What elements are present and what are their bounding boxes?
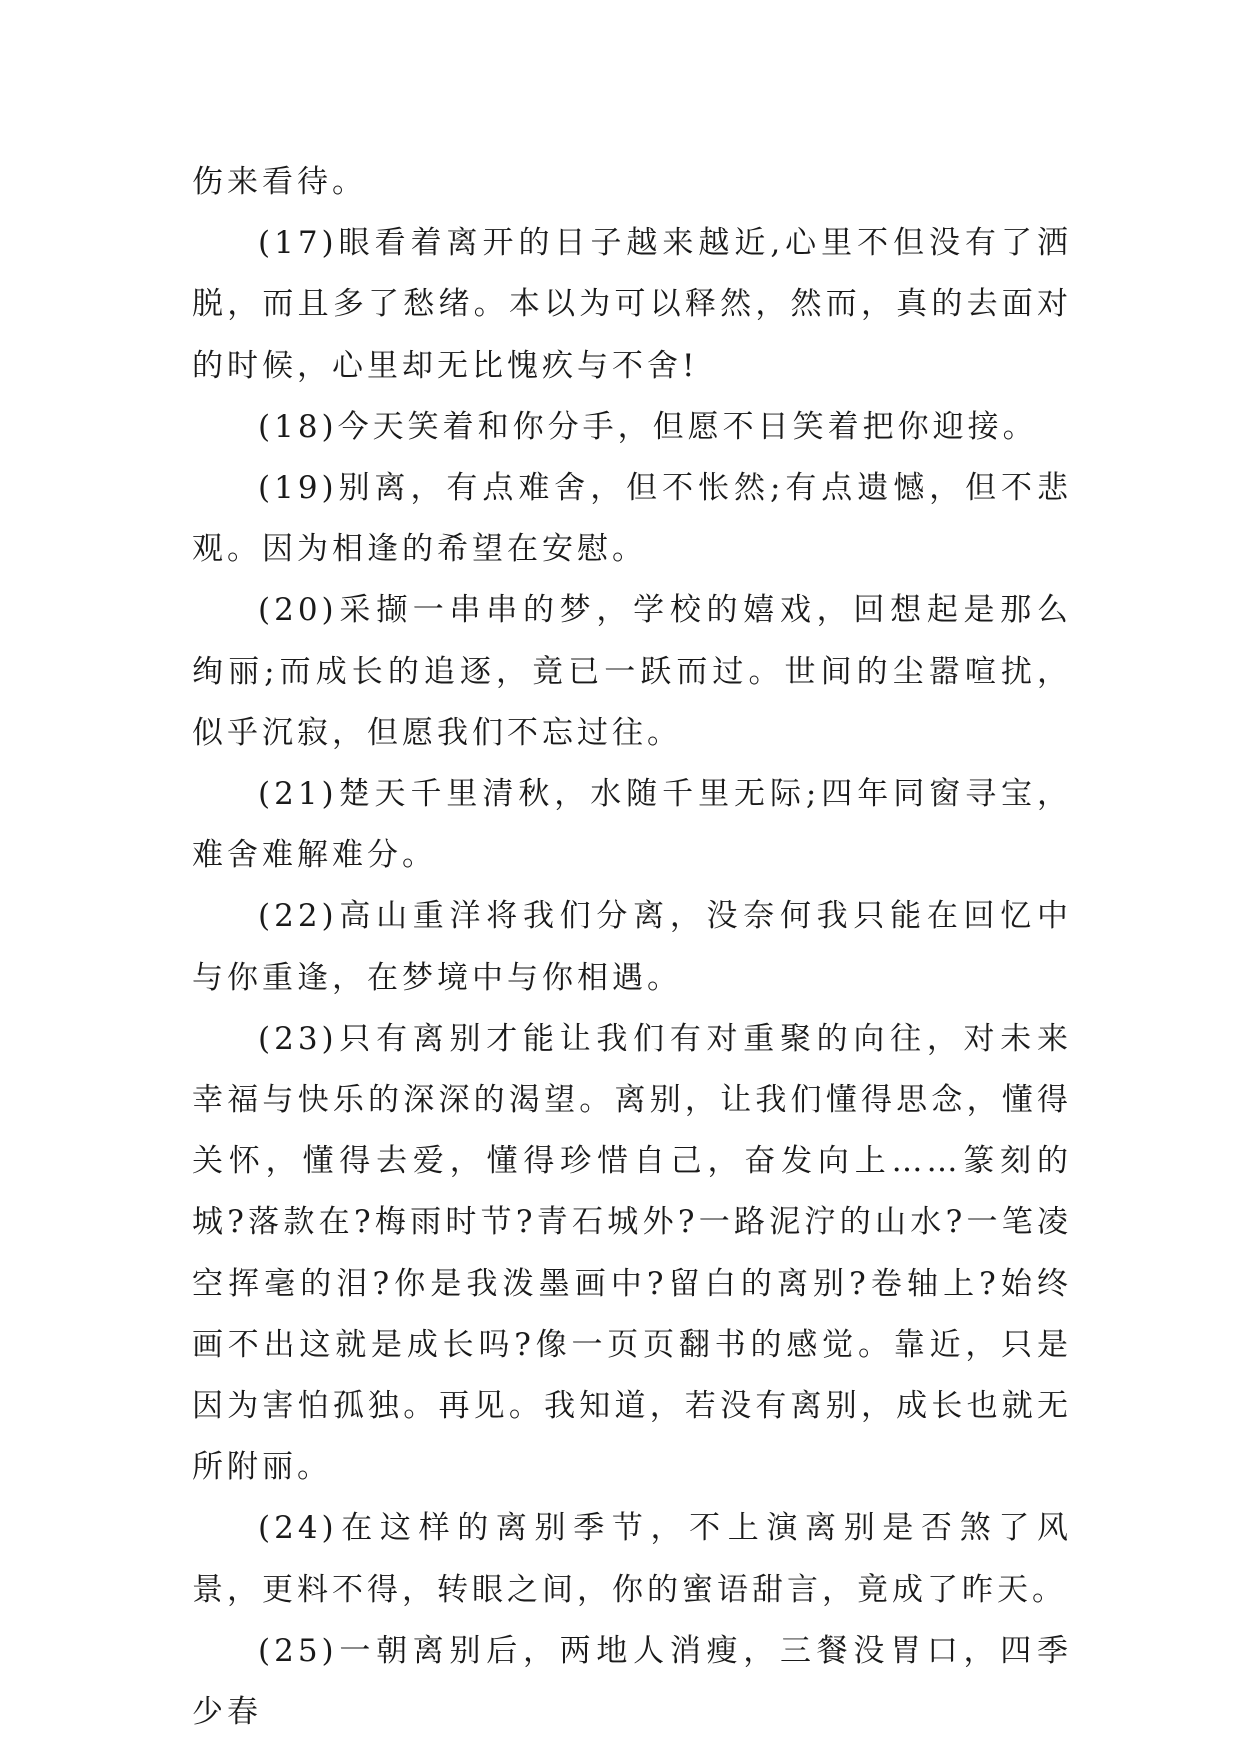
- paragraph-continuation: 伤来看待。: [192, 164, 367, 200]
- paragraph-17: (17)眼看着离开的日子越来越近,心里不但没有了洒脱，而且多了愁绪。本以为可以释然，然而，真的去面对的时候，心里却无比愧疚与不舍!: [192, 225, 1072, 384]
- paragraph-18: (18)今天笑着和你分手，但愿不日笑着把你迎接。: [258, 408, 1038, 445]
- document-body: [192, 152, 1072, 1743]
- paragraph-19: (19)别离，有点难舍，但不怅然;有点遗憾，但不悲观。因为相逢的希望在安慰。: [192, 470, 1072, 568]
- paragraph-21: (21)楚天千里清秋，水随千里无际;四年同窗寻宝，难舍难解难分。: [192, 776, 1072, 874]
- paragraph-23: (23)只有离别才能让我们有对重聚的向往，对未来幸福与快乐的深深的渴望。离别，让我们懂得思念，懂得关怀，懂得去爱，懂得珍惜自己，奋发向上……篆刻的城?落款在?梅雨时节?青石城外?一路泥泞的山水?一笔凌空挥毫的泪?你是我泼墨画中?留白的离别?卷轴上?始终画不出这就是成长吗?像一页页翻书的感觉。靠近，只是因为害怕孤独。再见。我知道，若没有离别，成长也就无所附丽。: [192, 1020, 1072, 1486]
- paragraph-20: (20)采撷一串串的梦，学校的嬉戏，回想起是那么绚丽;而成长的追逐，竟已一跃而过。世间的尘嚣喧扰，似乎沉寂，但愿我们不忘过往。: [192, 592, 1072, 751]
- paragraph-24: (24)在这样的离别季节，不上演离别是否煞了风景，更料不得，转眼之间，你的蜜语甜言，竟成了昨天。: [192, 1510, 1072, 1608]
- paragraph-25: (25)一朝离别后，两地人消瘦，三餐没胃口，四季少春: [192, 1632, 1072, 1731]
- paragraph-22: (22)高山重洋将我们分离，没奈何我只能在回忆中与你重逢，在梦境中与你相遇。: [192, 898, 1072, 996]
